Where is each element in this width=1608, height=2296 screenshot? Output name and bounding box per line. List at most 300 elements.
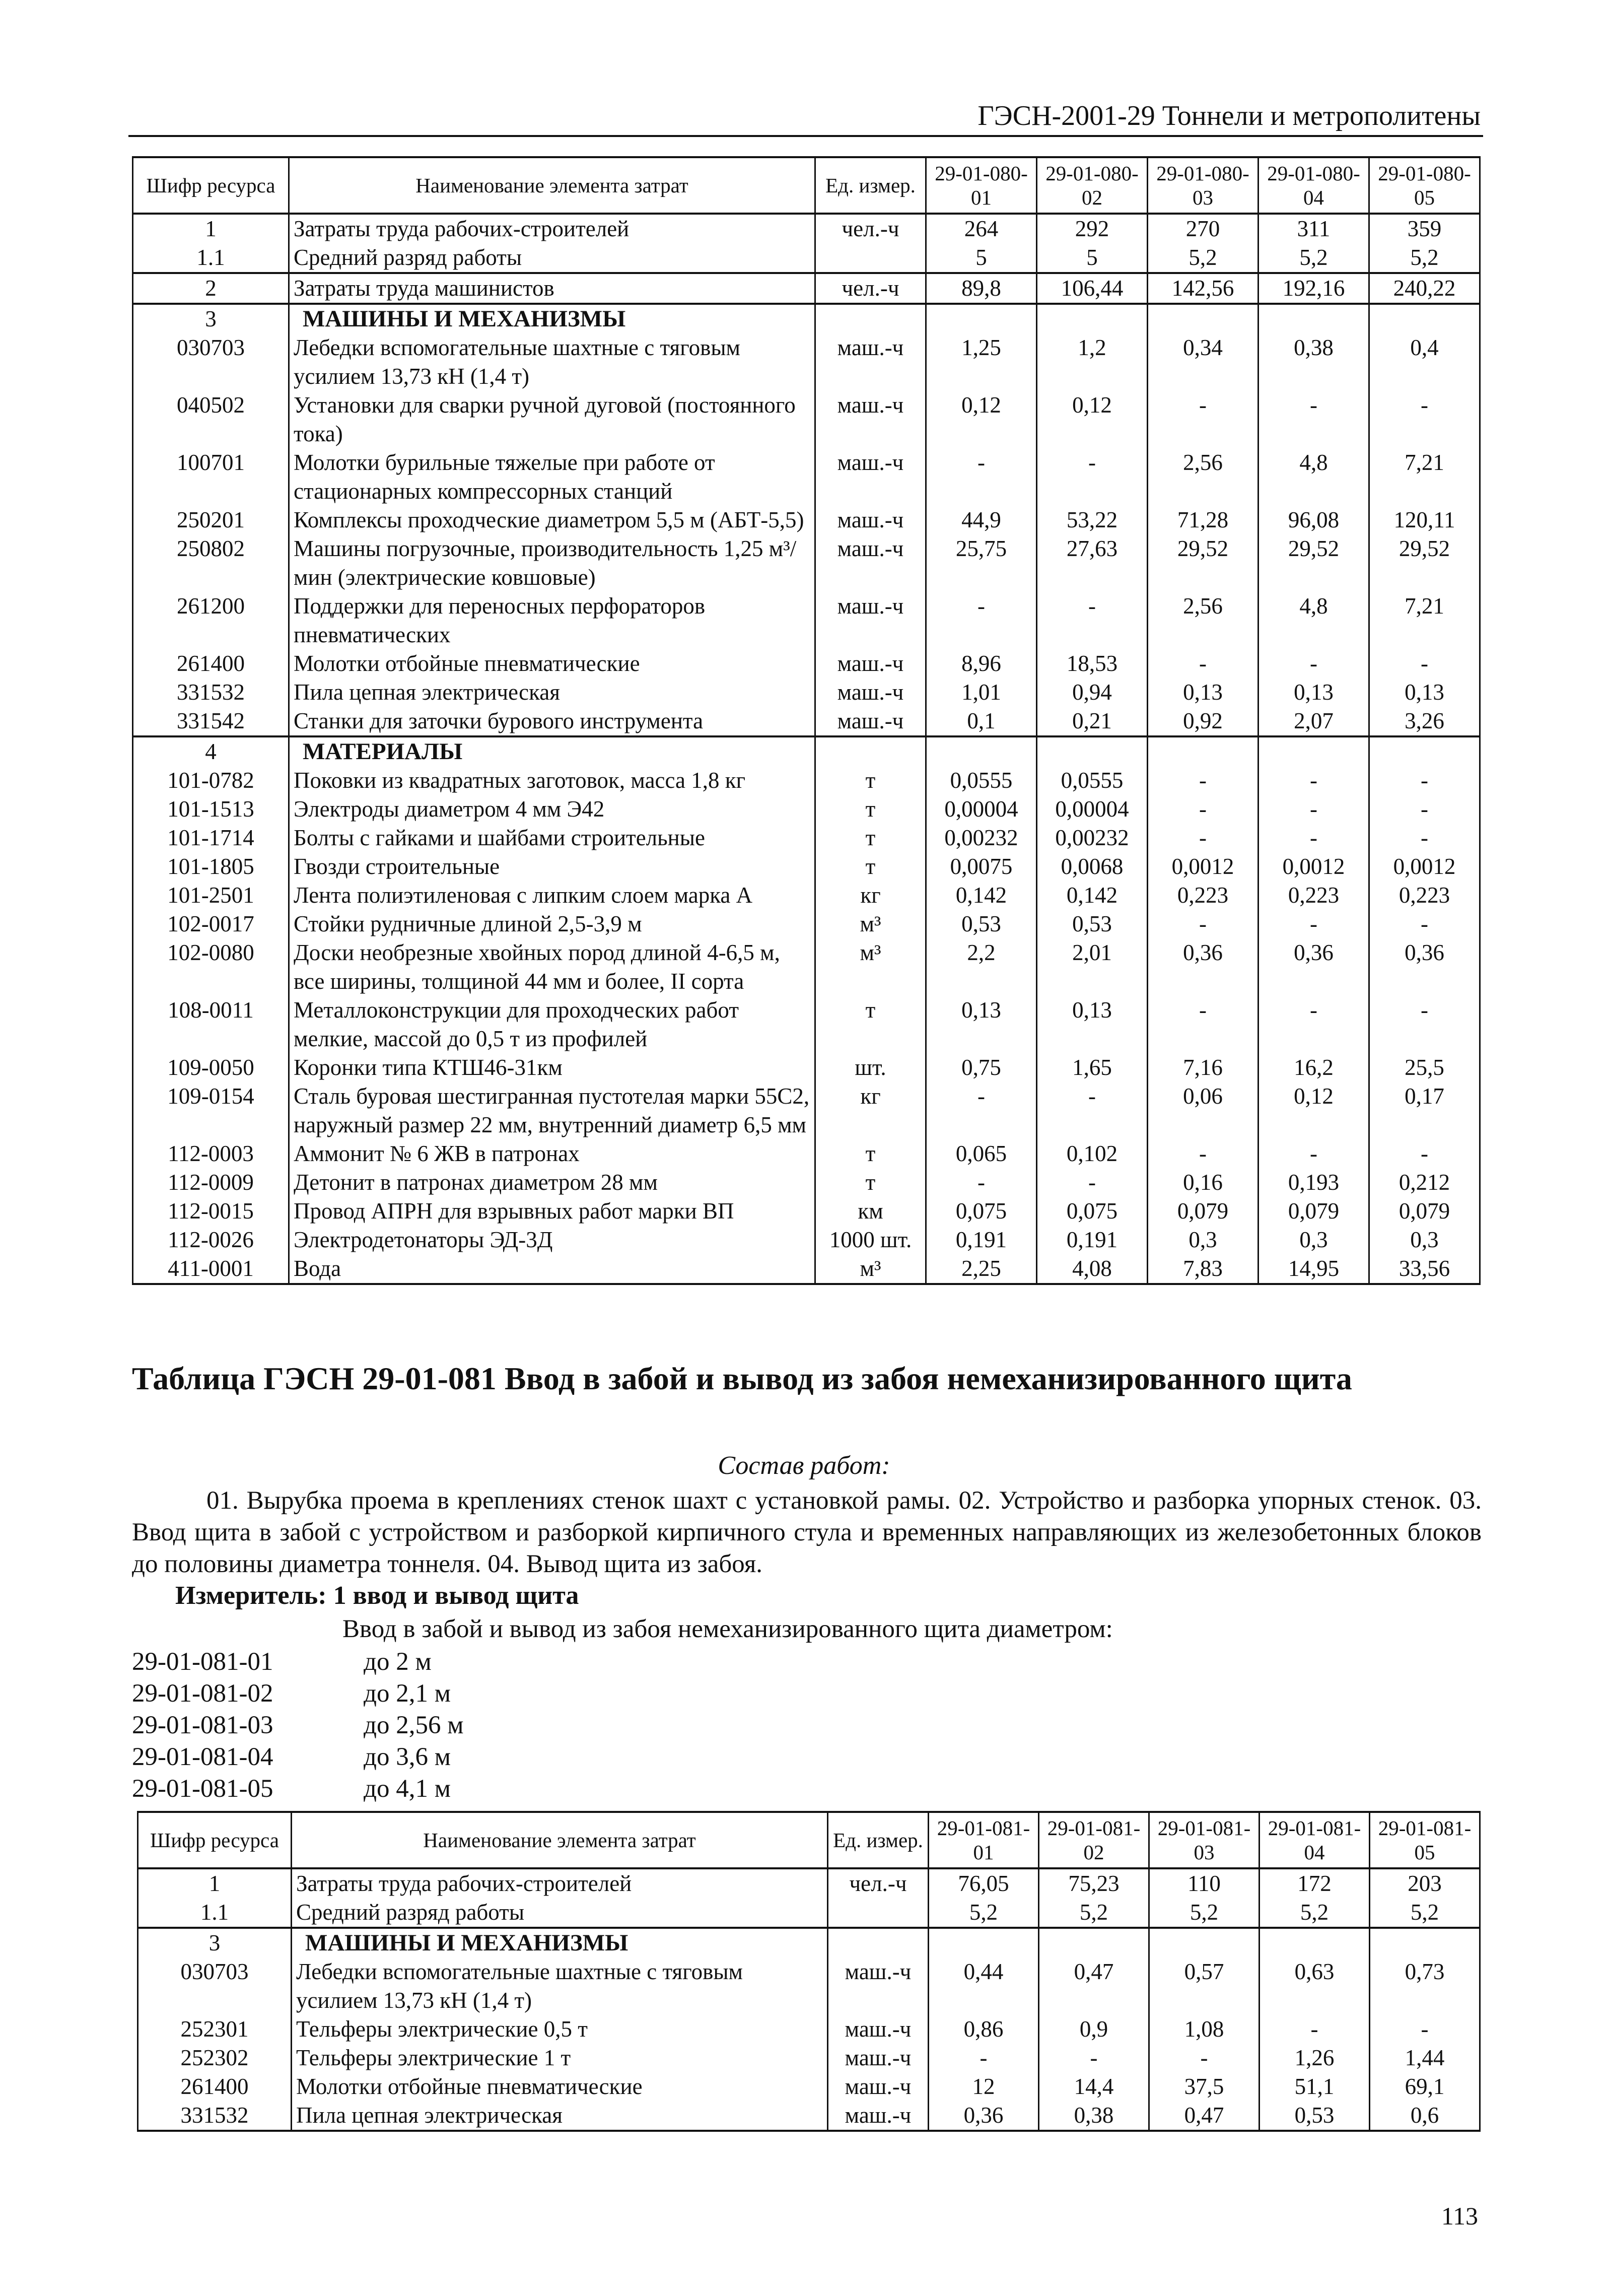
cell-value: 0,3 (1259, 1226, 1369, 1254)
section-title: Таблица ГЭСН 29-01-081 Ввод в забой и вывод из забоя немеханизированного щита (132, 1361, 1352, 1396)
cell-unit: маш.-ч (815, 333, 926, 391)
cell-value: 0,0075 (926, 852, 1037, 881)
cell-unit: маш.-ч (815, 391, 926, 448)
cell-name: Аммонит № 6 ЖВ в патронах (289, 1139, 815, 1168)
cell-unit: маш.-ч (815, 707, 926, 736)
cell-value: 2,07 (1259, 707, 1369, 736)
cell-value: 0,9 (1039, 2015, 1149, 2044)
table-row (133, 996, 1480, 1053)
cell-value: 0,53 (1260, 2101, 1370, 2131)
cell-code: 112-0015 (133, 1197, 289, 1226)
cell-value: 14,95 (1259, 1254, 1369, 1284)
cell-code: 2 (133, 273, 289, 304)
variant-value: до 4,1 м (364, 1775, 451, 1803)
variant-code: 29-01-081-05 (132, 1775, 273, 1803)
cell-value (1148, 304, 1259, 333)
cell-value: 192,16 (1259, 273, 1369, 304)
cell-value: 0,73 (1370, 1957, 1480, 2015)
cell-value: - (1369, 795, 1480, 824)
table-row (138, 1957, 1480, 2015)
cell-value: 359 (1369, 214, 1480, 243)
cell-value: 120,11 (1369, 506, 1480, 534)
table-row (133, 273, 1480, 304)
cell-value: 0,47 (1149, 2101, 1260, 2131)
cell-code: 102-0080 (133, 938, 289, 996)
table-row (133, 243, 1480, 273)
cell-value: 0,36 (1259, 938, 1369, 996)
cell-unit: маш.-ч (828, 2072, 929, 2101)
cell-value: 0,92 (1148, 707, 1259, 736)
cell-value: - (1369, 996, 1480, 1053)
cell-value: 0,075 (926, 1197, 1037, 1226)
cell-value: 1,44 (1370, 2044, 1480, 2072)
table-header-row (138, 1812, 1480, 1868)
cell-value: 203 (1370, 1868, 1480, 1898)
cell-code: 261400 (138, 2072, 292, 2101)
cell-name: Молотки отбойные пневматические (289, 649, 815, 678)
cell-code: 331532 (138, 2101, 292, 2131)
table-row (133, 534, 1480, 592)
cell-value: - (1039, 2044, 1149, 2072)
cell-name: Вода (289, 1254, 815, 1284)
cell-value: 0,102 (1037, 1139, 1148, 1168)
cell-code: 101-1714 (133, 824, 289, 852)
cell-name: Пила цепная электрическая (289, 678, 815, 707)
cell-value: 71,28 (1148, 506, 1259, 534)
cell-value: 53,22 (1037, 506, 1148, 534)
table-body (133, 214, 1480, 1284)
table-row (133, 852, 1480, 881)
variant-value: до 2,56 м (364, 1711, 464, 1739)
table-row (133, 938, 1480, 996)
header-norm: 29-01-080-02 (1037, 157, 1148, 214)
cell-value: 0,36 (929, 2101, 1039, 2131)
cell-value (1370, 1928, 1480, 1957)
cell-value: 0,44 (929, 1957, 1039, 2015)
cell-name: Детонит в патронах диаметром 28 мм (289, 1168, 815, 1197)
cell-value: 29,52 (1148, 534, 1259, 592)
table-row (133, 910, 1480, 938)
table-row (133, 649, 1480, 678)
header-norm: 29-01-080-04 (1259, 157, 1369, 214)
cell-value: 1,25 (926, 333, 1037, 391)
table-row (133, 1082, 1480, 1139)
cell-code: 101-2501 (133, 881, 289, 910)
cell-value: 3,26 (1369, 707, 1480, 736)
cell-value: 0,191 (926, 1226, 1037, 1254)
cell-unit: кг (815, 1082, 926, 1139)
table-row (138, 2015, 1480, 2044)
cell-value: 0,34 (1148, 333, 1259, 391)
header-code: Шифр ресурса (133, 157, 289, 214)
cell-unit (815, 304, 926, 333)
cell-unit (828, 1928, 929, 1957)
cell-value: 311 (1259, 214, 1369, 243)
header-name: Наименование элемента затрат (292, 1812, 828, 1868)
cell-value: 25,75 (926, 534, 1037, 592)
cell-value: 0,13 (1037, 996, 1148, 1053)
cell-unit: кг (815, 881, 926, 910)
cell-name: Машины погрузочные, производительность 1,25 м³/мин (электрические ковшовые) (289, 534, 815, 592)
cell-code: 030703 (133, 333, 289, 391)
cell-code: 4 (133, 736, 289, 766)
cell-name: Доски необрезные хвойных пород длиной 4-6,5 м, все ширины, толщиной 44 мм и более, II сорта (289, 938, 815, 996)
cell-value: 29,52 (1369, 534, 1480, 592)
cell-value (1037, 736, 1148, 766)
cell-value: - (926, 1082, 1037, 1139)
header-code: Шифр ресурса (138, 1812, 292, 1868)
variants-list (132, 1646, 463, 1805)
cell-code: 030703 (138, 1957, 292, 2015)
cell-value (1259, 304, 1369, 333)
variant-code: 29-01-081-04 (132, 1743, 273, 1771)
cell-value: - (1149, 2044, 1260, 2072)
cell-value: 2,25 (926, 1254, 1037, 1284)
cell-value: 7,83 (1148, 1254, 1259, 1284)
cell-code: 112-0009 (133, 1168, 289, 1197)
cell-value (1260, 1928, 1370, 1957)
cell-name: Тельферы электрические 1 т (292, 2044, 828, 2072)
cell-value: 4,8 (1259, 592, 1369, 649)
section-row (138, 1928, 1480, 1957)
cell-value: 142,56 (1148, 273, 1259, 304)
table-header-row (133, 157, 1480, 214)
cell-value: 1,65 (1037, 1053, 1148, 1082)
table-row (133, 1168, 1480, 1197)
cell-value: 25,5 (1369, 1053, 1480, 1082)
cell-value: 2,2 (926, 938, 1037, 996)
cell-name: Средний разряд работы (292, 1898, 828, 1928)
table-row (133, 214, 1480, 243)
cell-name: Пила цепная электрическая (292, 2101, 828, 2131)
cell-value: 29,52 (1259, 534, 1369, 592)
header-norm: 29-01-081-05 (1370, 1812, 1480, 1868)
cell-name: Поддержки для переносных перфораторов пневматических (289, 592, 815, 649)
cell-value: - (926, 448, 1037, 506)
cell-value: 0,223 (1259, 881, 1369, 910)
cell-code: 1 (133, 214, 289, 243)
cell-value: 0,13 (1259, 678, 1369, 707)
cell-value: 37,5 (1149, 2072, 1260, 2101)
cell-unit: шт. (815, 1053, 926, 1082)
cell-unit: чел.-ч (815, 214, 926, 243)
cell-code: 040502 (133, 391, 289, 448)
cell-value: - (1259, 910, 1369, 938)
cell-unit: т (815, 1168, 926, 1197)
cell-value: 2,01 (1037, 938, 1148, 996)
cell-name: Комплексы проходческие диаметром 5,5 м (АБТ-5,5) (289, 506, 815, 534)
cell-code: 101-1805 (133, 852, 289, 881)
cell-value: 51,1 (1260, 2072, 1370, 2101)
measure-unit: Измеритель: 1 ввод и вывод щита (175, 1581, 579, 1610)
cell-value: - (1148, 824, 1259, 852)
cell-value: 240,22 (1369, 273, 1480, 304)
cell-name: Гвозди строительные (289, 852, 815, 881)
cell-value: 0,4 (1369, 333, 1480, 391)
cell-value: 0,00232 (926, 824, 1037, 852)
cell-value: 1,08 (1149, 2015, 1260, 2044)
cell-value: - (1369, 1139, 1480, 1168)
cell-value: 0,53 (1037, 910, 1148, 938)
cell-value: - (1037, 1168, 1148, 1197)
cell-value: - (926, 1168, 1037, 1197)
variant-value: до 2 м (364, 1648, 432, 1676)
cell-code: 101-1513 (133, 795, 289, 824)
cell-value (1148, 736, 1259, 766)
cell-value: 0,142 (1037, 881, 1148, 910)
page-number: 113 (1441, 2202, 1478, 2230)
cell-value: 2,56 (1148, 592, 1259, 649)
cell-value: 0,36 (1148, 938, 1259, 996)
cell-value: - (1148, 795, 1259, 824)
table-row (133, 592, 1480, 649)
header-unit: Ед. измер. (815, 157, 926, 214)
variant-row (132, 1773, 463, 1805)
header-norm: 29-01-081-03 (1149, 1812, 1260, 1868)
cell-value: - (1148, 910, 1259, 938)
cell-name: Лебедки вспомогательные шахтные с тяговым усилием 13,73 кН (1,4 т) (292, 1957, 828, 2015)
table-body (138, 1868, 1480, 2131)
cell-unit: 1000 шт. (815, 1226, 926, 1254)
cell-unit: т (815, 1139, 926, 1168)
cell-name: Стойки рудничные длиной 2,5-3,9 м (289, 910, 815, 938)
cell-value: 5,2 (1039, 1898, 1149, 1928)
cell-unit: т (815, 852, 926, 881)
cell-value: 18,53 (1037, 649, 1148, 678)
cell-value: 0,00232 (1037, 824, 1148, 852)
cell-value: 1,26 (1260, 2044, 1370, 2072)
cell-value: 0,0012 (1369, 852, 1480, 881)
cell-value: 1,01 (926, 678, 1037, 707)
cell-value: 0,12 (1259, 1082, 1369, 1139)
cell-name: Сталь буровая шестигранная пустотелая марки 55С2, наружный размер 22 мм, внутренний диаметр 6,5 мм (289, 1082, 815, 1139)
cell-unit: маш.-ч (815, 534, 926, 592)
cell-unit: м³ (815, 1254, 926, 1284)
cell-value: 0,0012 (1259, 852, 1369, 881)
table-row (133, 1053, 1480, 1082)
cell-value: - (1370, 2015, 1480, 2044)
cell-value: - (929, 2044, 1039, 2072)
cell-name: Лента полиэтиленовая с липким слоем марка А (289, 881, 815, 910)
cell-value: 5,2 (1260, 1898, 1370, 1928)
cell-code: 411-0001 (133, 1254, 289, 1284)
cell-value: 33,56 (1369, 1254, 1480, 1284)
cell-value (1259, 736, 1369, 766)
variant-row (132, 1646, 463, 1678)
cell-name: Болты с гайками и шайбами строительные (289, 824, 815, 852)
cell-name: Затраты труда рабочих-строителей (292, 1868, 828, 1898)
header-norm: 29-01-080-03 (1148, 157, 1259, 214)
table-row (138, 2101, 1480, 2131)
cell-value: - (1369, 766, 1480, 795)
cell-value: 0,12 (1037, 391, 1148, 448)
table-row (133, 333, 1480, 391)
cell-name: Поковки из квадратных заготовок, масса 1,8 кг (289, 766, 815, 795)
cell-code: 101-0782 (133, 766, 289, 795)
cell-value: 0,075 (1037, 1197, 1148, 1226)
cell-value: 5 (926, 243, 1037, 273)
cell-name: Средний разряд работы (289, 243, 815, 273)
header-norm: 29-01-081-02 (1039, 1812, 1149, 1868)
running-head: ГЭСН-2001-29 Тоннели и метрополитены (977, 100, 1481, 131)
cell-code: 1 (138, 1868, 292, 1898)
variant-row (132, 1710, 463, 1741)
cell-value: 0,223 (1369, 881, 1480, 910)
resource-table-080 (132, 156, 1481, 1285)
cell-name: Коронки типа КТШ46-31км (289, 1053, 815, 1082)
cell-value (929, 1928, 1039, 1957)
cell-value (926, 304, 1037, 333)
section-row (133, 736, 1480, 766)
cell-unit: т (815, 996, 926, 1053)
cell-unit: маш.-ч (815, 678, 926, 707)
cell-value: - (1037, 1082, 1148, 1139)
cell-unit: маш.-ч (815, 506, 926, 534)
cell-value: 0,38 (1259, 333, 1369, 391)
cell-value (926, 736, 1037, 766)
cell-value: 0,13 (1148, 678, 1259, 707)
cell-value: 96,08 (1259, 506, 1369, 534)
cell-value: 0,0012 (1148, 852, 1259, 881)
cell-value: 5,2 (1148, 243, 1259, 273)
cell-unit: м³ (815, 938, 926, 996)
cell-value: 0,0068 (1037, 852, 1148, 881)
cell-unit: чел.-ч (828, 1868, 929, 1898)
cell-value: 5,2 (929, 1898, 1039, 1928)
cell-value: 0,57 (1149, 1957, 1260, 2015)
variant-code: 29-01-081-02 (132, 1679, 273, 1708)
cell-value: 2,56 (1148, 448, 1259, 506)
variant-value: до 2,1 м (364, 1679, 451, 1708)
cell-value: 0,079 (1148, 1197, 1259, 1226)
cell-value: 16,2 (1259, 1053, 1369, 1082)
cell-value: - (1369, 649, 1480, 678)
cell-value: 172 (1260, 1868, 1370, 1898)
cell-value (1149, 1928, 1260, 1957)
cell-value: 264 (926, 214, 1037, 243)
cell-value: 76,05 (929, 1868, 1039, 1898)
cell-value: 0,193 (1259, 1168, 1369, 1197)
cell-value: - (1259, 795, 1369, 824)
cell-value: 4,8 (1259, 448, 1369, 506)
cell-value: - (1259, 1139, 1369, 1168)
cell-value: 0,223 (1148, 881, 1259, 910)
cell-name: МАШИНЫ И МЕХАНИЗМЫ (289, 304, 815, 333)
cell-value: - (1148, 766, 1259, 795)
table-row (133, 824, 1480, 852)
table-row (138, 2044, 1480, 2072)
cell-code: 112-0003 (133, 1139, 289, 1168)
cell-code: 108-0011 (133, 996, 289, 1053)
table-row (138, 2072, 1480, 2101)
cell-value: 14,4 (1039, 2072, 1149, 2101)
cell-unit: т (815, 795, 926, 824)
cell-value: - (1259, 766, 1369, 795)
cell-code: 250201 (133, 506, 289, 534)
cell-code: 331542 (133, 707, 289, 736)
cell-value: 12 (929, 2072, 1039, 2101)
cell-unit: м³ (815, 910, 926, 938)
cell-code: 1.1 (133, 243, 289, 273)
table-row (133, 766, 1480, 795)
cell-value: 5,2 (1259, 243, 1369, 273)
cell-name: Молотки отбойные пневматические (292, 2072, 828, 2101)
cell-value: 0,38 (1039, 2101, 1149, 2131)
header-name: Наименование элемента затрат (289, 157, 815, 214)
cell-value: 0,13 (1369, 678, 1480, 707)
cell-code: 100701 (133, 448, 289, 506)
cell-unit: чел.-ч (815, 273, 926, 304)
cell-code: 252301 (138, 2015, 292, 2044)
cell-unit: т (815, 766, 926, 795)
cell-value: 0,0555 (926, 766, 1037, 795)
cell-value (1369, 304, 1480, 333)
cell-unit: маш.-ч (828, 2101, 929, 2131)
cell-name: МАТЕРИАЛЫ (289, 736, 815, 766)
cell-value: 292 (1037, 214, 1148, 243)
cell-unit: маш.-ч (815, 592, 926, 649)
header-norm: 29-01-081-01 (929, 1812, 1039, 1868)
work-heading: Состав работ: (718, 1451, 890, 1480)
cell-value: - (1148, 996, 1259, 1053)
cell-value: 7,21 (1369, 592, 1480, 649)
cell-value (1037, 304, 1148, 333)
cell-value: 5 (1037, 243, 1148, 273)
table-row (133, 1197, 1480, 1226)
table-row (133, 391, 1480, 448)
cell-unit: маш.-ч (828, 2044, 929, 2072)
work-description: 01. Вырубка проема в креплениях стенок шахт с установкой рамы. 02. Устройство и разборка упорных стенок. 03. Ввод щита в забой с устройством и разборкой кирпичного стула и временных направляющих из железобетонных блоков до половины диаметра тоннеля. 04. Вывод щита из забоя. (132, 1487, 1482, 1578)
cell-value: 0,94 (1037, 678, 1148, 707)
cell-value: 0,212 (1369, 1168, 1480, 1197)
cell-value: - (1148, 649, 1259, 678)
variant-row (132, 1741, 463, 1773)
cell-value: 0,06 (1148, 1082, 1259, 1139)
cell-name: Станки для заточки бурового инструмента (289, 707, 815, 736)
cell-code: 3 (133, 304, 289, 333)
cell-unit (815, 243, 926, 273)
cell-value: 0,3 (1148, 1226, 1259, 1254)
cell-value: 0,86 (929, 2015, 1039, 2044)
cell-value: 106,44 (1037, 273, 1148, 304)
cell-value: - (1259, 824, 1369, 852)
cell-value: - (1259, 996, 1369, 1053)
cell-value: 0,3 (1369, 1226, 1480, 1254)
cell-value: 5,2 (1369, 243, 1480, 273)
cell-value (1039, 1928, 1149, 1957)
cell-value: 0,13 (926, 996, 1037, 1053)
cell-value: - (1259, 649, 1369, 678)
cell-code: 261200 (133, 592, 289, 649)
cell-value: 0,065 (926, 1139, 1037, 1168)
cell-value: 5,2 (1370, 1898, 1480, 1928)
cell-value: 89,8 (926, 273, 1037, 304)
cell-value: - (1369, 391, 1480, 448)
cell-value: 0,21 (1037, 707, 1148, 736)
cell-value: 1,2 (1037, 333, 1148, 391)
variant-code: 29-01-081-01 (132, 1648, 273, 1676)
cell-value: - (1369, 824, 1480, 852)
cell-value: 0,12 (926, 391, 1037, 448)
cell-code: 109-0050 (133, 1053, 289, 1082)
cell-value: 0,142 (926, 881, 1037, 910)
cell-value: 7,16 (1148, 1053, 1259, 1082)
table-row (133, 707, 1480, 736)
cell-value: 0,36 (1369, 938, 1480, 996)
cell-value: 0,47 (1039, 1957, 1149, 2015)
cell-name: Электродетонаторы ЭД-3Д (289, 1226, 815, 1254)
table-row (138, 1868, 1480, 1898)
